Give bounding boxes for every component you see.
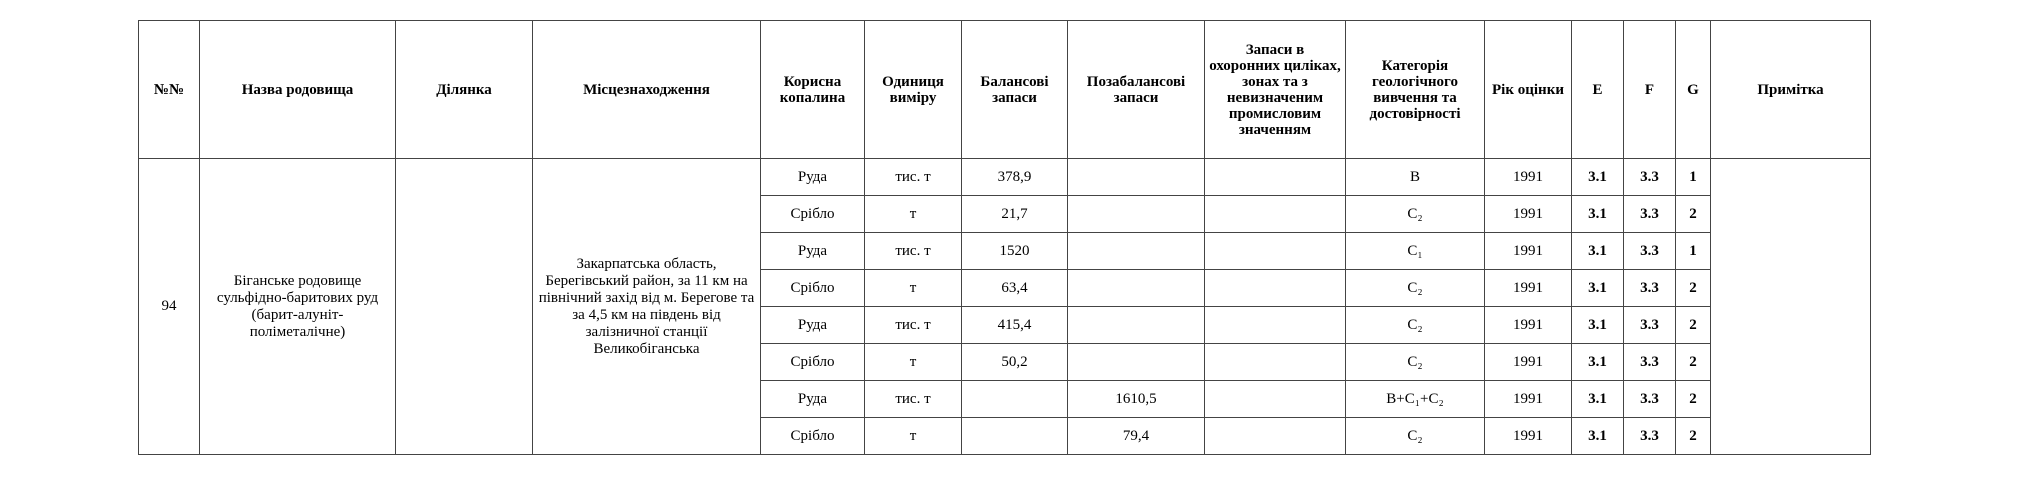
- cell-g: 2: [1676, 196, 1711, 233]
- table-body: [139, 159, 1871, 455]
- cell-mineral: Руда: [761, 233, 865, 270]
- cell-category: C₁: [1346, 233, 1485, 270]
- cell-mineral: Срібло: [761, 344, 865, 381]
- deposit-num: 94: [139, 159, 200, 455]
- cell-category: C₂: [1346, 270, 1485, 307]
- cell-offbalance: [1068, 233, 1205, 270]
- cell-balance: [962, 381, 1068, 418]
- cell-year: 1991: [1485, 196, 1572, 233]
- cell-offbalance: [1068, 270, 1205, 307]
- cell-e: 3.1: [1572, 270, 1624, 307]
- header-g: G: [1676, 21, 1711, 159]
- cell-category: B+C₁+C₂: [1346, 381, 1485, 418]
- deposit-plot: [396, 159, 533, 455]
- cell-year: 1991: [1485, 307, 1572, 344]
- cell-protected: [1205, 159, 1346, 196]
- cell-f: 3.3: [1624, 159, 1676, 196]
- cell-e: 3.1: [1572, 233, 1624, 270]
- header-num: №№: [139, 21, 200, 159]
- cell-f: 3.3: [1624, 233, 1676, 270]
- table-row: [139, 159, 1871, 196]
- cell-f: 3.3: [1624, 381, 1676, 418]
- cell-g: 2: [1676, 344, 1711, 381]
- cell-year: 1991: [1485, 159, 1572, 196]
- deposit-name: Біганське родовище сульфідно-баритових руд (барит-алуніт-поліметалічне): [200, 159, 396, 455]
- header-location: Місцезнаходження: [533, 21, 761, 159]
- cell-g: 2: [1676, 418, 1711, 455]
- cell-offbalance: [1068, 159, 1205, 196]
- header-f: F: [1624, 21, 1676, 159]
- cell-unit: т: [865, 344, 962, 381]
- cell-f: 3.3: [1624, 344, 1676, 381]
- cell-unit: тис. т: [865, 233, 962, 270]
- cell-g: 2: [1676, 381, 1711, 418]
- cell-year: 1991: [1485, 381, 1572, 418]
- header-e: E: [1572, 21, 1624, 159]
- cell-mineral: Руда: [761, 381, 865, 418]
- cell-balance: 378,9: [962, 159, 1068, 196]
- cell-balance: 50,2: [962, 344, 1068, 381]
- header-mineral: Корисна копалина: [761, 21, 865, 159]
- header-protected: Запаси в охоронних циліках, зонах та з невизначеним промисловим значенням: [1205, 21, 1346, 159]
- header-plot: Ділянка: [396, 21, 533, 159]
- cell-unit: тис. т: [865, 381, 962, 418]
- header-name: Назва родовища: [200, 21, 396, 159]
- cell-mineral: Срібло: [761, 418, 865, 455]
- cell-e: 3.1: [1572, 159, 1624, 196]
- cell-e: 3.1: [1572, 418, 1624, 455]
- cell-protected: [1205, 344, 1346, 381]
- cell-year: 1991: [1485, 418, 1572, 455]
- cell-protected: [1205, 418, 1346, 455]
- cell-year: 1991: [1485, 233, 1572, 270]
- header-category: Категорія геологічного вивчення та достовірності: [1346, 21, 1485, 159]
- header-balance: Балансові запаси: [962, 21, 1068, 159]
- cell-protected: [1205, 196, 1346, 233]
- cell-balance: 415,4: [962, 307, 1068, 344]
- cell-offbalance: 1610,5: [1068, 381, 1205, 418]
- cell-e: 3.1: [1572, 344, 1624, 381]
- cell-year: 1991: [1485, 270, 1572, 307]
- cell-protected: [1205, 270, 1346, 307]
- cell-balance: 21,7: [962, 196, 1068, 233]
- cell-protected: [1205, 307, 1346, 344]
- cell-offbalance: [1068, 344, 1205, 381]
- cell-category: B: [1346, 159, 1485, 196]
- cell-year: 1991: [1485, 344, 1572, 381]
- cell-g: 1: [1676, 233, 1711, 270]
- deposit-note: [1711, 159, 1871, 455]
- cell-mineral: Руда: [761, 307, 865, 344]
- cell-mineral: Руда: [761, 159, 865, 196]
- cell-protected: [1205, 381, 1346, 418]
- cell-g: 1: [1676, 159, 1711, 196]
- header-note: Примітка: [1711, 21, 1871, 159]
- header-row: [139, 21, 1871, 159]
- cell-category: C₂: [1346, 418, 1485, 455]
- cell-e: 3.1: [1572, 381, 1624, 418]
- cell-category: C₂: [1346, 196, 1485, 233]
- cell-unit: тис. т: [865, 307, 962, 344]
- cell-balance: 63,4: [962, 270, 1068, 307]
- cell-unit: т: [865, 418, 962, 455]
- cell-category: C₂: [1346, 307, 1485, 344]
- cell-f: 3.3: [1624, 270, 1676, 307]
- cell-e: 3.1: [1572, 307, 1624, 344]
- cell-offbalance: [1068, 196, 1205, 233]
- cell-e: 3.1: [1572, 196, 1624, 233]
- cell-balance: [962, 418, 1068, 455]
- deposit-location: Закарпатська область, Берегівський район, за 11 км на північний захід від м. Берегове та за 4,5 км на південь від залізничної станції Великобіганська: [533, 159, 761, 455]
- cell-offbalance: [1068, 307, 1205, 344]
- cell-f: 3.3: [1624, 307, 1676, 344]
- cell-unit: тис. т: [865, 159, 962, 196]
- cell-mineral: Срібло: [761, 270, 865, 307]
- cell-g: 2: [1676, 270, 1711, 307]
- header-offbalance: Позабалансові запаси: [1068, 21, 1205, 159]
- cell-balance: 1520: [962, 233, 1068, 270]
- cell-offbalance: 79,4: [1068, 418, 1205, 455]
- cell-mineral: Срібло: [761, 196, 865, 233]
- header-unit: Одиниця виміру: [865, 21, 962, 159]
- cell-f: 3.3: [1624, 196, 1676, 233]
- header-year: Рік оцінки: [1485, 21, 1572, 159]
- cell-protected: [1205, 233, 1346, 270]
- cell-f: 3.3: [1624, 418, 1676, 455]
- cell-unit: т: [865, 270, 962, 307]
- cell-g: 2: [1676, 307, 1711, 344]
- cell-unit: т: [865, 196, 962, 233]
- reserves-table: [138, 20, 1871, 455]
- cell-category: C₂: [1346, 344, 1485, 381]
